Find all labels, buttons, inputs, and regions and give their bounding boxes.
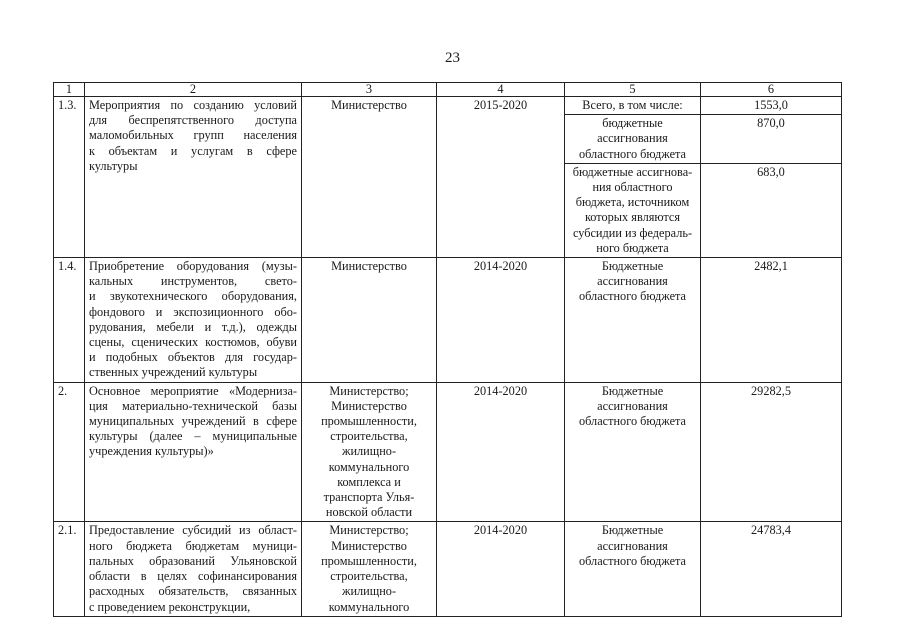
funding-source-line: ассигнования [597,398,668,413]
row-number: 1.3. [54,97,85,258]
description-line: муниципальных учреждений в сфере [89,414,297,429]
table-row [54,97,842,115]
funding-source-line: Всего, в том числе: [582,98,683,112]
description-line: пальных образований Ульяновской [89,553,297,568]
measure-description [85,258,302,383]
implementation-period: 2014-2020 [437,382,565,522]
description-line: сцены, сценических костюмов, обуви [89,335,297,350]
funding-source [565,97,701,115]
description-line: и звукотехнического оборудования, [89,289,297,304]
description-line: Мероприятия по созданию условий [89,98,297,112]
funding-source-line: бюджетные ассигнова- [572,164,693,179]
funding-source [565,382,701,522]
executor-line: коммунального [328,599,410,614]
implementation-period: 2014-2020 [437,258,565,383]
header-cell: 4 [437,83,565,97]
funding-source-line: областного бюджета [578,414,687,429]
funding-source-line: областного бюджета [578,289,687,304]
description-line: кальных инструментов, свето- [89,274,297,289]
responsible-executor [302,522,437,616]
header-cell: 2 [85,83,302,97]
responsible-executor [302,97,437,258]
funding-source-line: Бюджетные [601,523,664,538]
executor-line: транспорта Улья- [323,490,415,505]
description-line: ного бюджета бюджетам муници- [89,538,297,553]
executor-line: новской области [325,505,413,520]
description-line: рудования, мебели и т.д.), одежды [89,319,297,334]
description-line: фондового и экспозиционного обо- [89,304,297,319]
executor-line: промышленности, [321,414,417,429]
funding-source-line: ассигнования [597,538,668,553]
table-body [54,83,842,617]
header-cell: 6 [701,83,842,97]
funding-source-line: областного бюджета [578,146,687,161]
funding-amount: 683,0 [701,163,842,257]
description-line: расходных обязательств, связанных [89,584,297,599]
funding-source-line: бюджета, источником [575,195,690,210]
implementation-period: 2014-2020 [437,522,565,616]
description-line: и подобных объектов для государ- [89,350,297,365]
funding-source-line: которых являются [584,210,681,225]
row-number: 2. [54,382,85,522]
funding-amount: 2482,1 [701,258,842,383]
funding-source-line: бюджетные [602,116,663,131]
executor-line: жилищно- [341,444,397,459]
funding-amount: 29282,5 [701,382,842,522]
funding-source-line: ассигнования [597,131,668,146]
funding-source-line: областного бюджета [578,553,687,568]
header-cell: 3 [302,83,437,97]
executor-line: Министерство; [329,523,409,538]
description-line: области в целях софинансирования [89,569,297,584]
funding-amount: 24783,4 [701,522,842,616]
executor-line: Министерство [331,398,407,413]
header-cell: 5 [565,83,701,97]
description-line: маломобильных групп населения [89,128,297,143]
executor-line: коммунального [328,459,410,474]
funding-source [565,115,701,164]
funding-amount: 870,0 [701,115,842,164]
description-line: Основное мероприятие «Модерниза- [89,383,297,398]
executor-line: Министерство [331,98,407,112]
measure-description [85,522,302,616]
description-line: к объектам и услугам в сфере [89,143,297,158]
executor-line: строительства, [330,569,408,584]
funding-source-line: субсидии из федераль- [572,225,693,240]
table-row [54,522,842,616]
description-line: культуры [89,158,138,173]
description-line: культуры (далее – муниципальные [89,429,297,444]
measure-description [85,97,302,258]
executor-line: Министерство [331,538,407,553]
description-line: ственных учреждений культуры [89,365,258,380]
executor-line: комплекса и [337,474,401,489]
measure-description [85,382,302,522]
responsible-executor [302,258,437,383]
funding-source-line: ного бюджета [596,240,669,255]
header-cell: 1 [54,83,85,97]
description-line: Приобретение оборудования (музы- [89,259,297,274]
row-number: 2.1. [54,522,85,616]
funding-amount: 1553,0 [701,97,842,115]
funding-source [565,522,701,616]
funding-source-line: Бюджетные [601,259,664,274]
measures-table [53,82,842,617]
funding-source [565,258,701,383]
executor-line: жилищно- [341,584,397,599]
description-line: ция материально-технической базы [89,398,297,413]
table-row [54,382,842,522]
table-row [54,258,842,383]
funding-source-line: ния областного [592,180,673,195]
row-number: 1.4. [54,258,85,383]
funding-source-line: ассигнования [597,274,668,289]
description-line: Предоставление субсидий из област- [89,523,297,538]
description-line: учреждения культуры)» [89,444,214,459]
description-line: с проведением реконструкции, [89,599,251,614]
funding-source-line: Бюджетные [601,383,664,398]
page-number: 23 [445,50,460,66]
executor-line: Министерство [331,259,407,274]
executor-line: строительства, [330,429,408,444]
executor-line: промышленности, [321,553,417,568]
funding-source [565,163,701,257]
header-row [54,83,842,97]
implementation-period: 2015-2020 [437,97,565,258]
description-line: для беспрепятственного доступа [89,113,297,128]
executor-line: Министерство; [329,383,409,398]
responsible-executor [302,382,437,522]
